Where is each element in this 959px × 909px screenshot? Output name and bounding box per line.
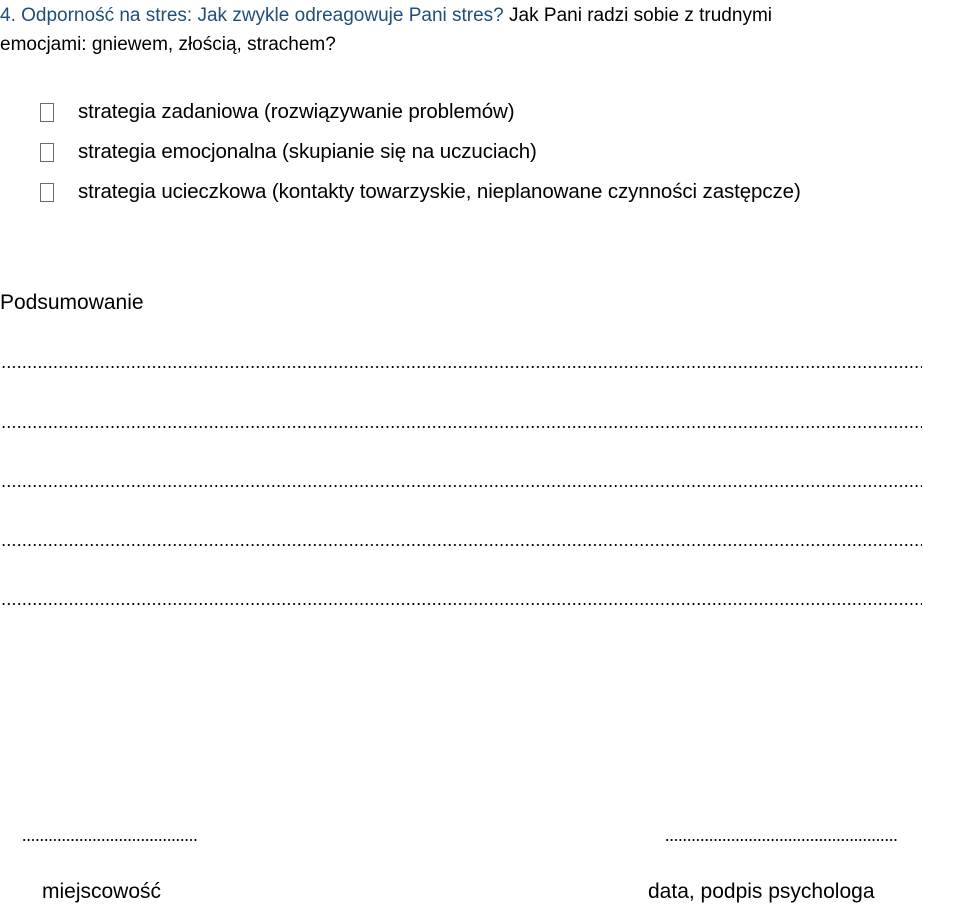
option-label: strategia emocjonalna (skupianie się na uczuciach)	[78, 140, 537, 163]
summary-fill-line[interactable]	[0, 425, 922, 429]
option-label: strategia ucieczkowa (kontakty towarzyskie, nieplanowane czynności zastępcze)	[78, 180, 801, 203]
option-emotional-strategy[interactable]	[40, 132, 940, 172]
summary-fill-line[interactable]	[0, 484, 922, 488]
question-line-2: emocjami: gniewem, złością, strachem?	[0, 34, 336, 55]
place-label: miejscowość	[42, 880, 162, 903]
summary-fill-line[interactable]	[0, 365, 922, 369]
option-task-strategy[interactable]	[40, 92, 940, 132]
strategy-options	[40, 92, 940, 212]
checkbox[interactable]	[40, 183, 54, 202]
question-lead: 4. Odporność na stres: Jak zwykle odreagowuje Pani stres?	[0, 5, 504, 26]
summary-heading: Podsumowanie	[0, 291, 144, 314]
option-label: strategia zadaniowa (rozwiązywanie problemów)	[78, 100, 515, 123]
question	[0, 1, 959, 59]
option-escape-strategy[interactable]	[40, 172, 940, 212]
question-line-1	[0, 1, 959, 30]
checkbox[interactable]	[40, 143, 54, 162]
date-signature-fill-line[interactable]	[665, 838, 897, 842]
summary-fill-line[interactable]	[0, 543, 922, 547]
date-signature-label: data, podpis psychologa	[648, 880, 875, 903]
checkbox[interactable]	[40, 103, 54, 122]
summary-fill-line[interactable]	[0, 602, 922, 606]
place-fill-line[interactable]	[22, 838, 198, 842]
question-rest: Jak Pani radzi sobie z trudnymi	[503, 5, 772, 26]
